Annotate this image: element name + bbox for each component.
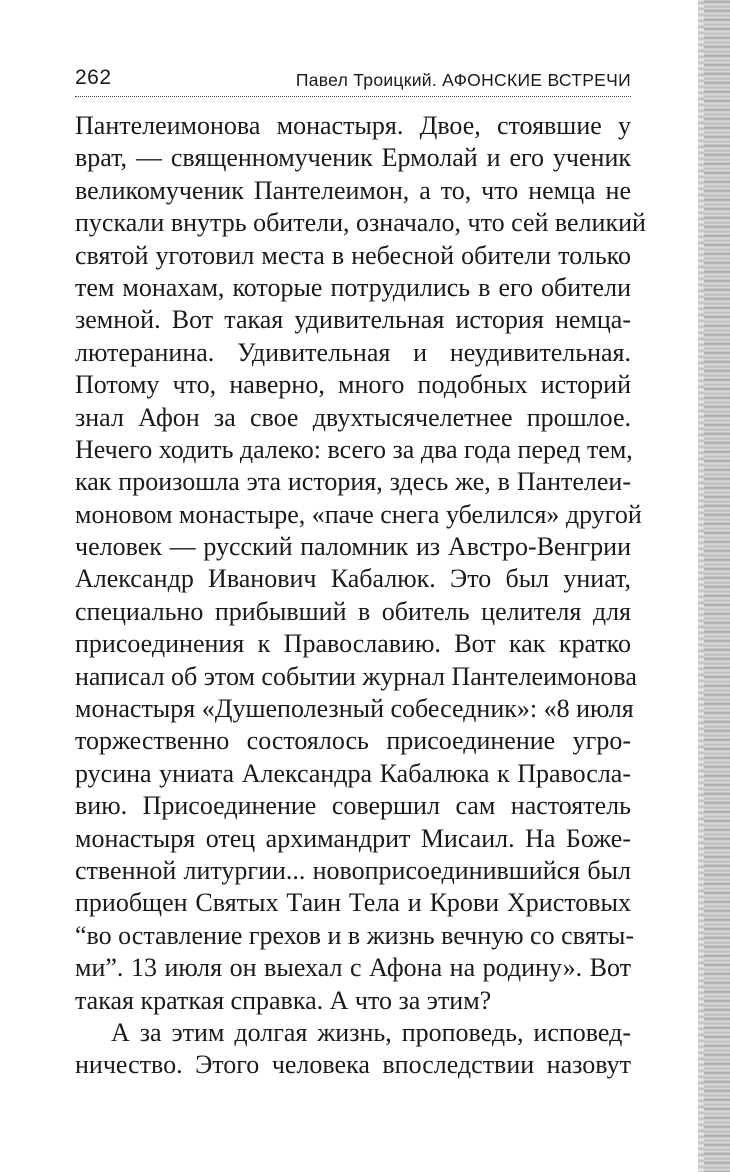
text-line: А за этим долгая жизнь, проповедь, исповед-: [111, 1017, 631, 1047]
text-line: торжественно состоялось присоединение угро-: [75, 726, 631, 756]
text-line: вию. Присоединение совершил сам настоятель: [75, 791, 631, 821]
text-line: Александр Иванович Кабалюк. Это был униат,: [75, 564, 631, 594]
text-line: такая краткая справка. А что за этим?: [75, 985, 492, 1015]
text-line: знал Афон за свое двухтысячелетнее прошлое.: [75, 402, 631, 432]
page-number: 262: [75, 66, 112, 89]
text-line: приобщен Святых Таин Тела и Крови Христовых: [75, 888, 631, 918]
text-line: земной. Вот такая удивительная история немца-: [75, 305, 631, 335]
page-edge-shadow: [700, 0, 730, 1172]
text-line: лютеранина. Удивительная и неудивительная.: [75, 337, 631, 367]
text-line: как произошла эта история, здесь же, в Пантелеи-: [75, 467, 631, 497]
text-line: русина униата Александра Кабалюка к Правосла-: [75, 758, 631, 788]
text-line: ми”. 13 июля он выехал с Афона на родину». Вот: [75, 953, 631, 983]
text-line: присоединения к Православию. Вот как кратко: [75, 629, 631, 659]
text-line: святой уготовил места в небесной обители только: [75, 240, 631, 270]
text-line: монастыря «Душеполезный собеседник»: «8 июля: [75, 694, 634, 724]
text-line: Нечего ходить далеко: всего за два года перед тем,: [75, 434, 633, 464]
text-line: “во оставление грехов и в жизнь вечную со святы-: [75, 920, 635, 950]
page-header: [75, 64, 631, 97]
text-line: написал об этом событии журнал Пантелеимонова: [75, 661, 637, 691]
text-line: ственной литургии... новоприсоединившийся был: [75, 855, 631, 885]
text-line: врат, — священномученик Ермолай и его ученик: [75, 143, 631, 173]
text-line: пускали внутрь обители, означало, что сей великий: [75, 208, 646, 238]
running-head: Павел Троицкий. АФОНСКИЕ ВСТРЕЧИ: [295, 70, 631, 90]
text-line: ничество. Этого человека впоследствии назовут: [75, 1050, 631, 1080]
text-line: моновом монастыре, «паче снега убелился» другой: [75, 499, 642, 529]
text-line: человек — русский паломник из Австро-Венгрии: [75, 532, 631, 562]
page-edge-highlight: [698, 0, 704, 1172]
body-text: [75, 110, 646, 1082]
text-line: специально прибывший в обитель целителя для: [75, 596, 631, 626]
text-line: Потому что, наверно, много подобных историй: [75, 370, 631, 400]
text-line: великомученик Пантелеимон, а то, что немца не: [75, 175, 631, 205]
text-line: монастыря отец архимандрит Мисаил. На Боже-: [75, 823, 631, 853]
text-line: Пантелеимонова монастыря. Двое, стоявшие у: [75, 111, 631, 140]
text-line: тем монахам, которые потрудились в его обители: [75, 272, 631, 302]
